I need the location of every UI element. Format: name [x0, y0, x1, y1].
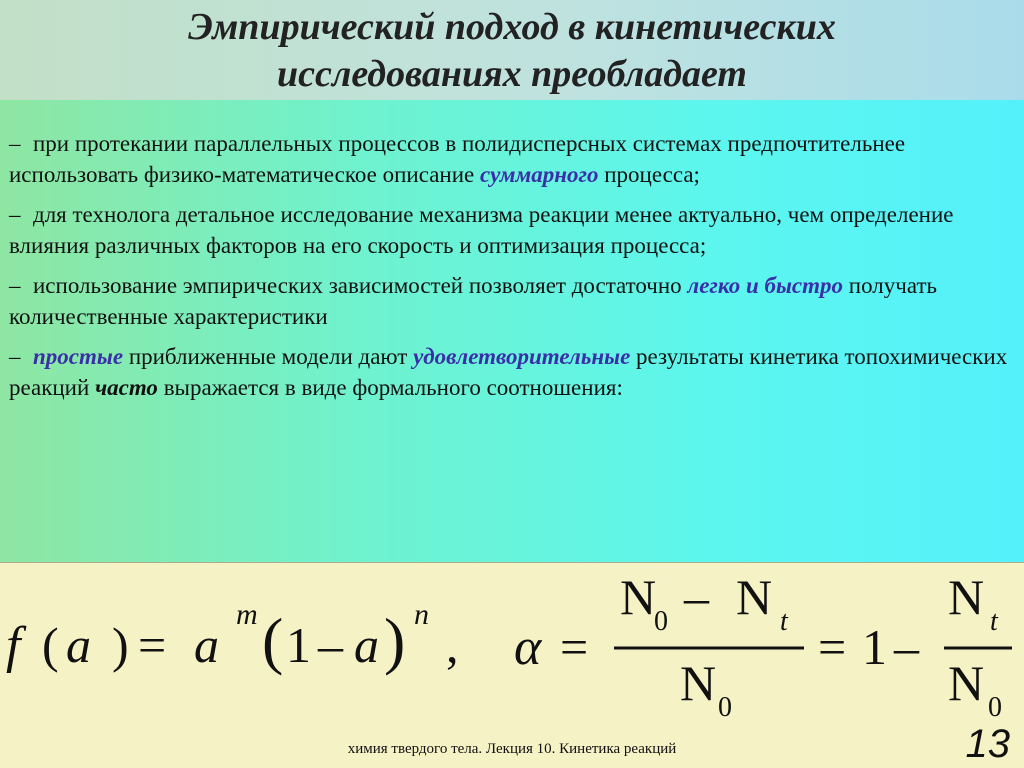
formula-paren-close: ) [384, 605, 406, 676]
bullet-item-2 [9, 199, 1009, 261]
footer-text: химия твердого тела. Лекция 10. Кинетика реакций [347, 741, 677, 757]
highlight-text: удовлетворительные [413, 344, 631, 369]
emphasis-text: часто [95, 375, 158, 400]
highlight-text: суммарного [480, 162, 599, 187]
fraction2-denominator-N: N [948, 655, 985, 711]
formula-f: f [6, 617, 21, 674]
bullet-list [9, 128, 1009, 412]
bullet-dash: – [9, 273, 21, 298]
fraction1-denominator-N0: N [680, 655, 717, 711]
formula-exp-n: n [414, 598, 429, 631]
title-line-2: исследованиях преобладает [277, 53, 747, 95]
bullet-item-3 [9, 270, 1009, 332]
title-line-1: Эмпирический подход в кинетических [188, 6, 836, 48]
bullet-text: при протекании параллельных процессов в полидисперсных системах предпочтительнее использовать физико-математическое описание [9, 131, 906, 187]
fraction2-numerator-N: N [948, 569, 985, 625]
formula-paren-open: ( [262, 605, 284, 676]
bullet-dash: – [9, 202, 21, 227]
fraction1-numerator-minus: – [684, 569, 709, 625]
bullet-text: для технолога детальное исследование механизма реакции менее актуально, чем определение влияния различных факторов на его скорость и оптимизация процесса; [9, 202, 954, 258]
bullet-dash: – [9, 344, 21, 369]
bullet-text: результаты кинетика топохимических реакций [9, 344, 1008, 400]
page-number: 13 [965, 722, 1010, 766]
formula-arg: a [66, 617, 91, 673]
formula-equals: = [560, 619, 589, 675]
bullet-text: получать количественные характеристики [9, 273, 937, 329]
formula-minus: – [318, 617, 343, 673]
bullet-item-1 [9, 128, 1009, 190]
fraction2-numerator-subt: t [990, 606, 998, 637]
formula-equals: = [138, 617, 167, 673]
formula-open-paren: ( [42, 617, 59, 673]
formula-one: 1 [286, 617, 311, 673]
formula-one-2: 1 [862, 619, 887, 675]
bullet-item-4 [9, 341, 1009, 403]
bullet-dash: – [9, 131, 21, 156]
formula-close-paren: ) [112, 617, 129, 673]
bullet-text: процесса; [598, 162, 700, 187]
highlight-text: легко и быстро [687, 273, 844, 298]
fraction2-denominator-sub0: 0 [988, 692, 1002, 723]
formula-a2: a [354, 617, 379, 673]
formula-conversion-degree [514, 569, 1012, 723]
formula-exp-m: m [236, 598, 258, 631]
bullet-text: выражается в виде формального соотношения: [157, 375, 623, 400]
fraction1-numerator-N0: N [620, 569, 657, 625]
formula-svg [0, 562, 1024, 767]
formula-equals-2: = [818, 619, 847, 675]
fraction1-denominator-sub0: 0 [718, 692, 732, 723]
formula-minus-2: – [894, 619, 919, 675]
bullet-text: приближенные модели дают [123, 344, 414, 369]
fraction1-numerator-subt: t [780, 606, 788, 637]
formula-comma: , [446, 617, 459, 673]
formula-kinetic-function [6, 598, 459, 676]
formula-alpha: α [514, 619, 542, 676]
bullet-text: использование эмпирических зависимостей позволяет достаточно [33, 273, 688, 298]
fraction1-numerator-sub0: 0 [654, 606, 668, 637]
formula-base: a [194, 617, 219, 673]
fraction1-numerator-Nt: N [736, 569, 773, 625]
highlight-text: простые [33, 344, 124, 369]
slide-title [0, 4, 1024, 98]
